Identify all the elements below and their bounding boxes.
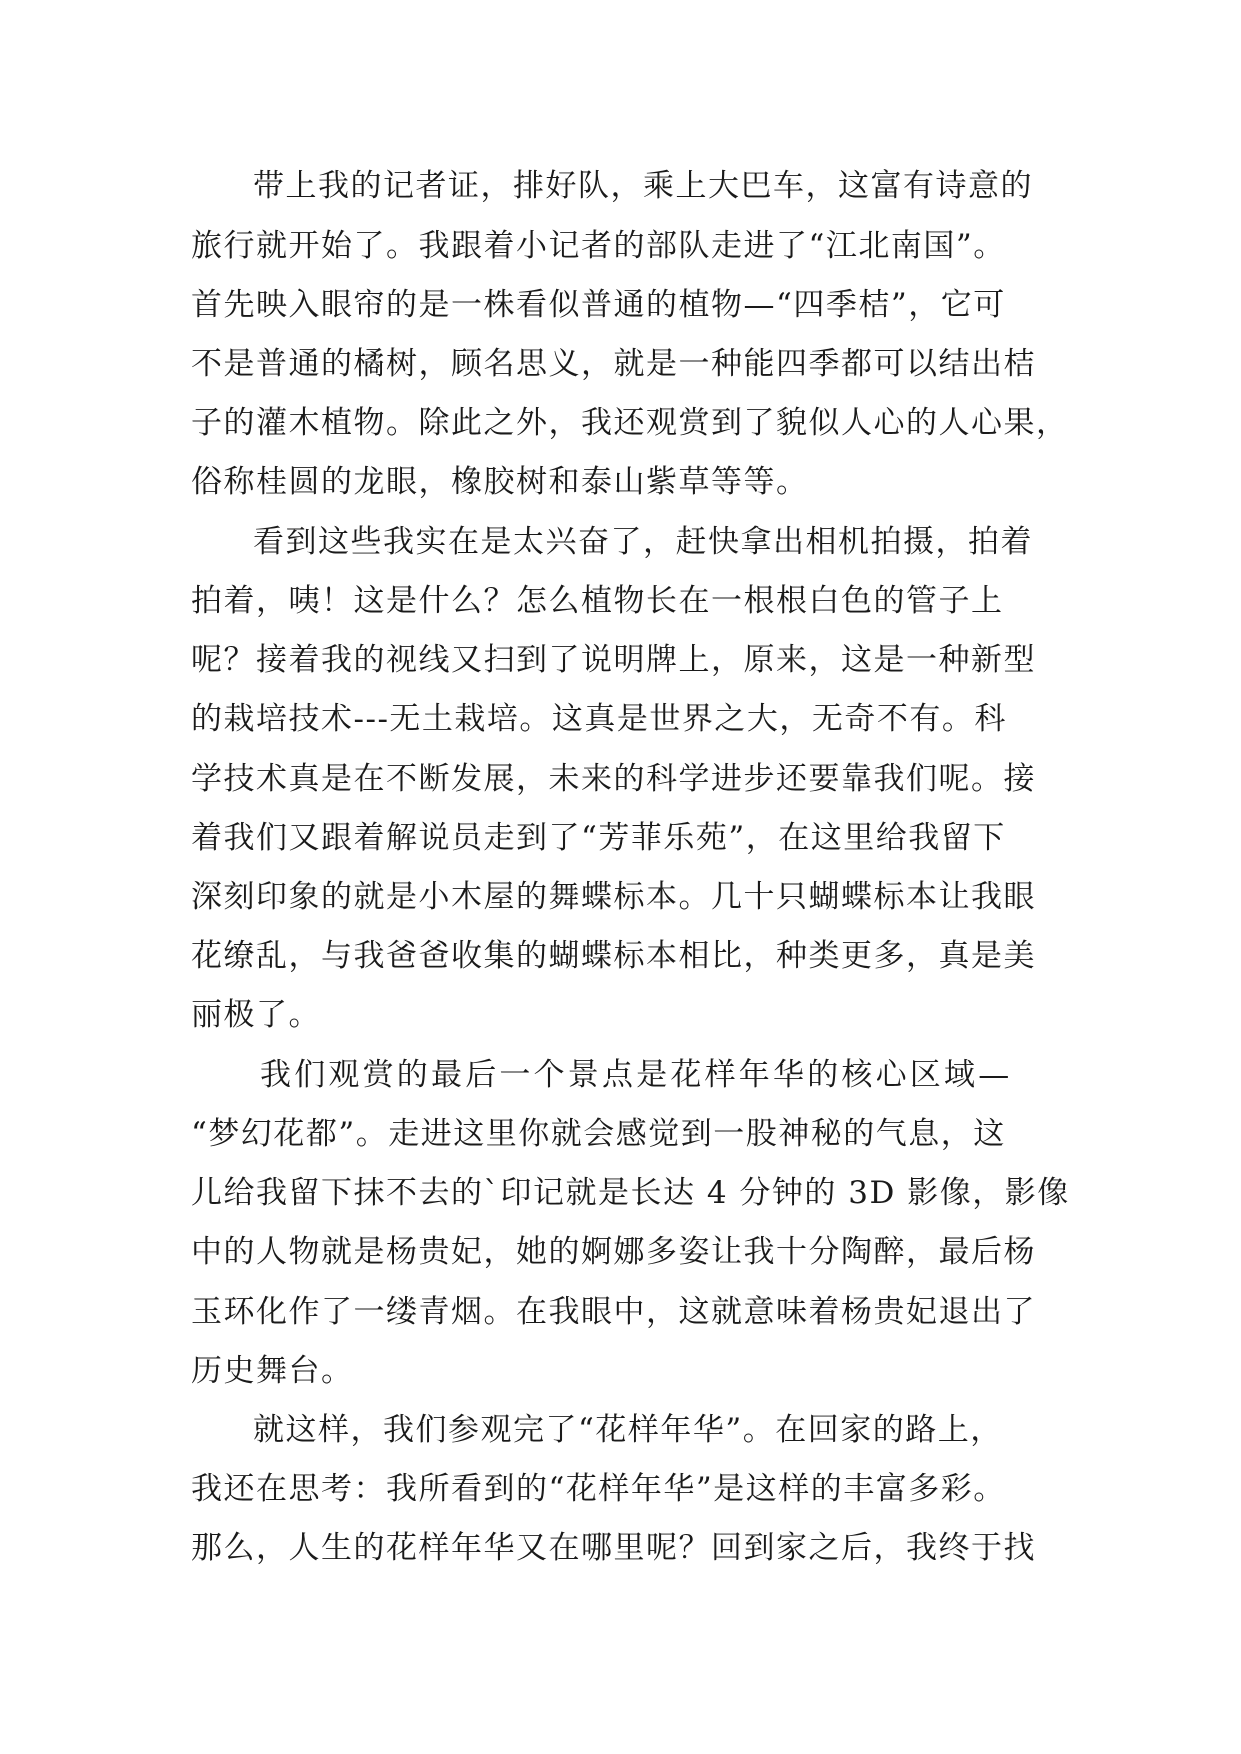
- text-line: 子的灌木植物。除此之外，我还观赏到了貌似人心的人心果，: [191, 405, 1069, 441]
- text-line: 丽极了。: [191, 997, 321, 1033]
- text-line: 呢？接着我的视线又扫到了说明牌上，原来，这是一种新型: [191, 642, 1036, 678]
- text-line: 玉环化作了一缕青烟。在我眼中，这就意味着杨贵妃退出了: [191, 1294, 1036, 1330]
- text-line: 不是普通的橘树，顾名思义，就是一种能四季都可以结出桔: [191, 346, 1036, 382]
- text-line: 深刻印象的就是小木屋的舞蝶标本。几十只蝴蝶标本让我眼: [191, 879, 1036, 915]
- text-line: “梦幻花都”。走进这里你就会感觉到一股神秘的气息，这: [191, 1116, 1006, 1152]
- text-line: 学技术真是在不断发展，未来的科学进步还要靠我们呢。接: [191, 761, 1036, 797]
- text-line: 我还在思考：我所看到的“花样年华”是这样的丰富多彩。: [191, 1471, 1006, 1507]
- text-line: 我们观赏的最后一个景点是花样年华的核心区域—: [260, 1057, 1013, 1093]
- text-line: 花缭乱，与我爸爸收集的蝴蝶标本相比，种类更多，真是美: [191, 938, 1036, 974]
- text-line: 拍着，咦！这是什么？怎么植物长在一根根白色的管子上: [191, 583, 1004, 619]
- text-line: 中的人物就是杨贵妃，她的婀娜多姿让我十分陶醉，最后杨: [191, 1234, 1036, 1270]
- text-line: 旅行就开始了。我跟着小记者的部队走进了“江北南国”。: [191, 228, 1006, 264]
- text-line: 那么，人生的花样年华又在哪里呢？回到家之后，我终于找: [191, 1530, 1036, 1566]
- text-line: 着我们又跟着解说员走到了“芳菲乐苑”，在这里给我留下: [191, 820, 1006, 856]
- text-line: 的栽培技术---无土栽培。这真是世界之大，无奇不有。科: [191, 701, 1007, 737]
- text-line: 就这样，我们参观完了“花样年华”。在回家的路上，: [253, 1412, 1003, 1448]
- text-line: 历史舞台。: [191, 1353, 354, 1389]
- text-line: 俗称桂圆的龙眼，橡胶树和泰山紫草等等。: [191, 464, 809, 500]
- text-line: 儿给我留下抹不去的`印记就是长达 4 分钟的 3D 影像，影像: [191, 1175, 1070, 1211]
- text-line: 带上我的记者证，排好队，乘上大巴车，这富有诗意的: [253, 168, 1033, 204]
- text-line: 首先映入眼帘的是一株看似普通的植物—“四季桔”，它可: [191, 287, 1006, 323]
- text-line: 看到这些我实在是太兴奋了，赶快拿出相机拍摄，拍着: [253, 524, 1033, 560]
